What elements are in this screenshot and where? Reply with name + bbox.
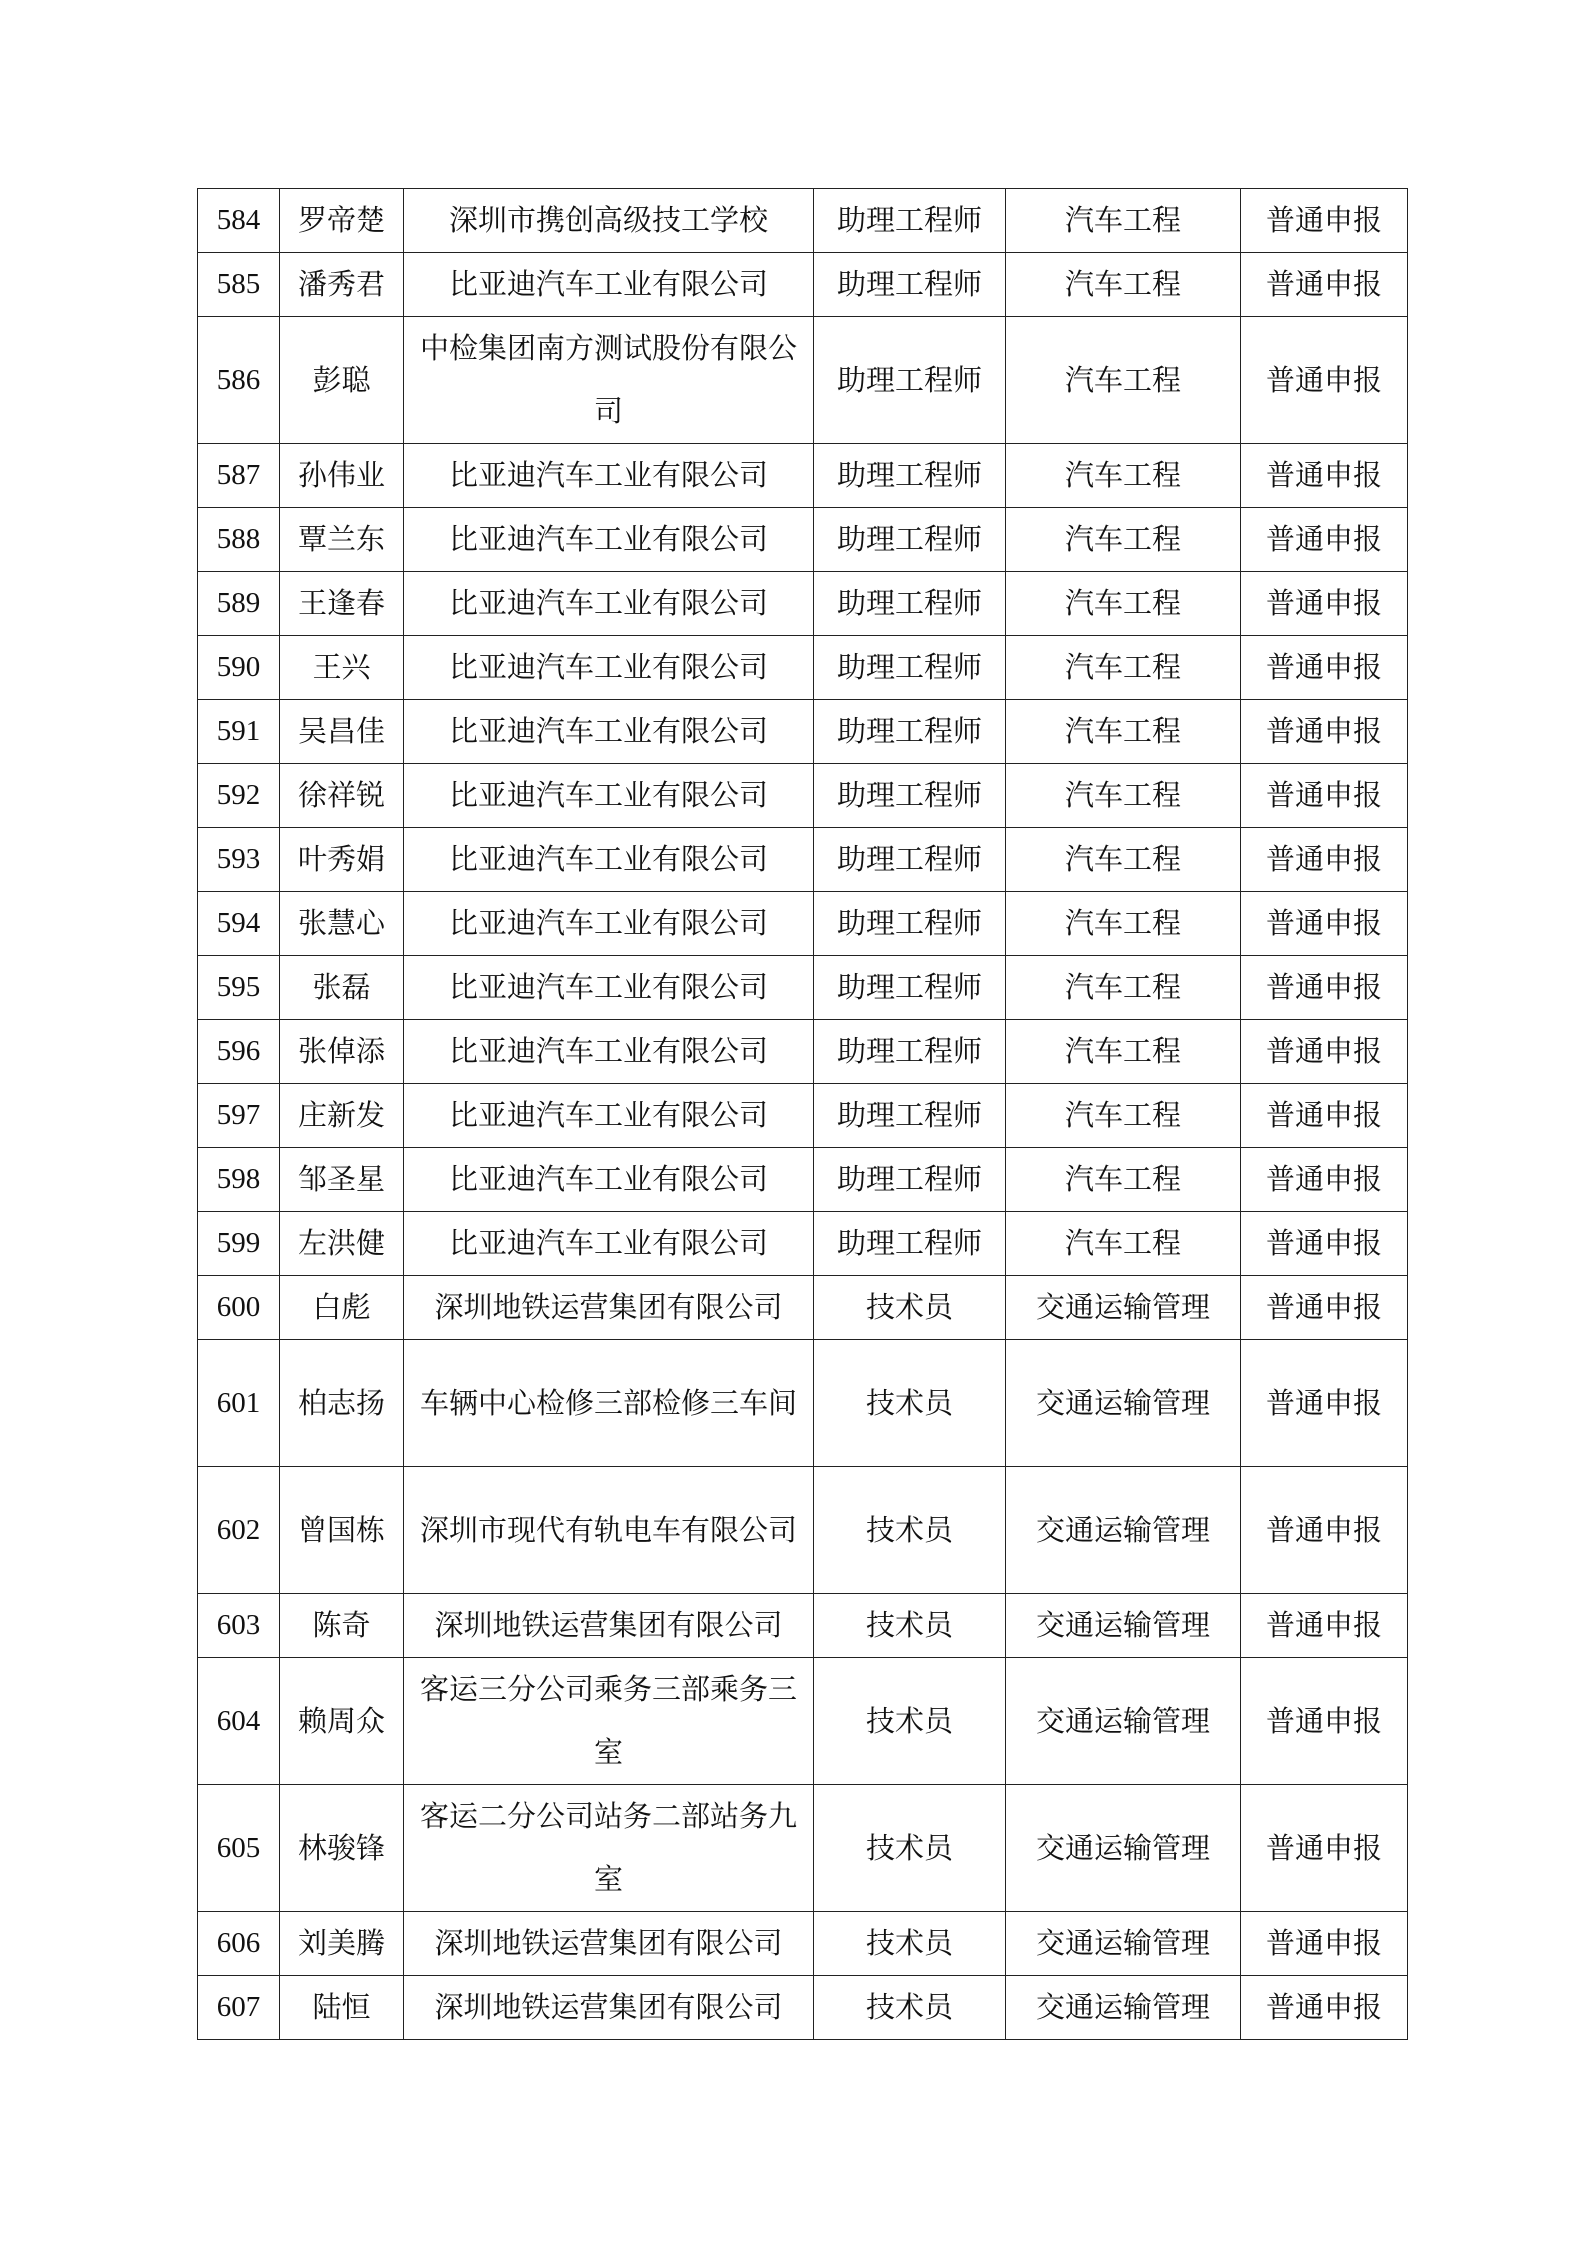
cell-name: 王逢春	[280, 572, 404, 636]
cell-name: 林骏锋	[280, 1785, 404, 1912]
cell-title: 助理工程师	[814, 892, 1006, 956]
cell-title: 助理工程师	[814, 956, 1006, 1020]
cell-title: 助理工程师	[814, 1020, 1006, 1084]
cell-application-type: 普通申报	[1241, 253, 1408, 317]
cell-application-type: 普通申报	[1241, 636, 1408, 700]
cell-title: 助理工程师	[814, 508, 1006, 572]
cell-major: 交通运输管理	[1006, 1276, 1241, 1340]
cell-organization: 比亚迪汽车工业有限公司	[404, 253, 814, 317]
cell-major: 汽车工程	[1006, 1148, 1241, 1212]
cell-name: 张倬添	[280, 1020, 404, 1084]
table-row	[198, 1148, 1408, 1212]
cell-title: 技术员	[814, 1467, 1006, 1594]
cell-organization: 车辆中心检修三部检修三车间	[404, 1340, 814, 1467]
cell-title: 助理工程师	[814, 828, 1006, 892]
cell-organization: 比亚迪汽车工业有限公司	[404, 1020, 814, 1084]
table-row	[198, 1912, 1408, 1976]
cell-major: 汽车工程	[1006, 317, 1241, 444]
table-row	[198, 1340, 1408, 1467]
cell-title: 助理工程师	[814, 700, 1006, 764]
cell-name: 王兴	[280, 636, 404, 700]
cell-number: 595	[198, 956, 280, 1020]
cell-organization: 比亚迪汽车工业有限公司	[404, 892, 814, 956]
cell-title: 技术员	[814, 1912, 1006, 1976]
cell-application-type: 普通申报	[1241, 317, 1408, 444]
cell-application-type: 普通申报	[1241, 572, 1408, 636]
cell-organization: 深圳市现代有轨电车有限公司	[404, 1467, 814, 1594]
cell-number: 588	[198, 508, 280, 572]
cell-application-type: 普通申报	[1241, 189, 1408, 253]
cell-organization: 比亚迪汽车工业有限公司	[404, 828, 814, 892]
cell-name: 徐祥锐	[280, 764, 404, 828]
cell-application-type: 普通申报	[1241, 1594, 1408, 1658]
cell-application-type: 普通申报	[1241, 828, 1408, 892]
cell-major: 汽车工程	[1006, 1020, 1241, 1084]
cell-number: 598	[198, 1148, 280, 1212]
cell-title: 助理工程师	[814, 189, 1006, 253]
cell-major: 交通运输管理	[1006, 1340, 1241, 1467]
cell-name: 叶秀娟	[280, 828, 404, 892]
cell-title: 技术员	[814, 1976, 1006, 2040]
cell-major: 汽车工程	[1006, 764, 1241, 828]
cell-name: 张慧心	[280, 892, 404, 956]
table-row	[198, 508, 1408, 572]
cell-name: 赖周众	[280, 1658, 404, 1785]
roster-table	[197, 188, 1408, 2040]
cell-name: 曾国栋	[280, 1467, 404, 1594]
table-row	[198, 317, 1408, 444]
cell-major: 交通运输管理	[1006, 1658, 1241, 1785]
cell-number: 589	[198, 572, 280, 636]
table-row	[198, 892, 1408, 956]
cell-application-type: 普通申报	[1241, 700, 1408, 764]
table-row	[198, 572, 1408, 636]
cell-title: 助理工程师	[814, 636, 1006, 700]
cell-organization: 客运二分公司站务二部站务九室	[404, 1785, 814, 1912]
cell-major: 汽车工程	[1006, 1084, 1241, 1148]
cell-title: 技术员	[814, 1785, 1006, 1912]
cell-title: 助理工程师	[814, 317, 1006, 444]
table-row	[198, 1658, 1408, 1785]
cell-title: 助理工程师	[814, 253, 1006, 317]
table-row	[198, 636, 1408, 700]
table-row	[198, 1084, 1408, 1148]
cell-application-type: 普通申报	[1241, 1658, 1408, 1785]
cell-organization: 比亚迪汽车工业有限公司	[404, 764, 814, 828]
cell-number: 597	[198, 1084, 280, 1148]
cell-application-type: 普通申报	[1241, 444, 1408, 508]
cell-number: 605	[198, 1785, 280, 1912]
cell-application-type: 普通申报	[1241, 1785, 1408, 1912]
cell-organization: 比亚迪汽车工业有限公司	[404, 636, 814, 700]
cell-number: 603	[198, 1594, 280, 1658]
cell-name: 白彪	[280, 1276, 404, 1340]
table-row	[198, 1467, 1408, 1594]
table-row	[198, 444, 1408, 508]
table-row	[198, 764, 1408, 828]
cell-major: 汽车工程	[1006, 636, 1241, 700]
cell-major: 汽车工程	[1006, 444, 1241, 508]
cell-major: 交通运输管理	[1006, 1785, 1241, 1912]
cell-name: 彭聪	[280, 317, 404, 444]
cell-application-type: 普通申报	[1241, 892, 1408, 956]
cell-application-type: 普通申报	[1241, 1976, 1408, 2040]
cell-title: 助理工程师	[814, 572, 1006, 636]
cell-name: 潘秀君	[280, 253, 404, 317]
cell-organization: 客运三分公司乘务三部乘务三室	[404, 1658, 814, 1785]
cell-number: 600	[198, 1276, 280, 1340]
cell-number: 599	[198, 1212, 280, 1276]
cell-organization: 比亚迪汽车工业有限公司	[404, 1212, 814, 1276]
cell-major: 汽车工程	[1006, 700, 1241, 764]
table-row	[198, 1594, 1408, 1658]
roster-body	[198, 189, 1408, 2040]
cell-name: 张磊	[280, 956, 404, 1020]
cell-organization: 比亚迪汽车工业有限公司	[404, 1084, 814, 1148]
cell-number: 587	[198, 444, 280, 508]
cell-major: 交通运输管理	[1006, 1912, 1241, 1976]
cell-major: 汽车工程	[1006, 508, 1241, 572]
cell-name: 吴昌佳	[280, 700, 404, 764]
cell-application-type: 普通申报	[1241, 1148, 1408, 1212]
cell-title: 助理工程师	[814, 1212, 1006, 1276]
cell-application-type: 普通申报	[1241, 1912, 1408, 1976]
cell-major: 汽车工程	[1006, 572, 1241, 636]
cell-number: 601	[198, 1340, 280, 1467]
table-row	[198, 956, 1408, 1020]
cell-application-type: 普通申报	[1241, 1276, 1408, 1340]
cell-major: 交通运输管理	[1006, 1976, 1241, 2040]
cell-organization: 深圳地铁运营集团有限公司	[404, 1276, 814, 1340]
cell-number: 606	[198, 1912, 280, 1976]
cell-number: 592	[198, 764, 280, 828]
cell-number: 593	[198, 828, 280, 892]
cell-number: 586	[198, 317, 280, 444]
cell-major: 汽车工程	[1006, 189, 1241, 253]
cell-title: 助理工程师	[814, 1084, 1006, 1148]
cell-number: 594	[198, 892, 280, 956]
cell-major: 汽车工程	[1006, 956, 1241, 1020]
cell-title: 技术员	[814, 1276, 1006, 1340]
table-row	[198, 1785, 1408, 1912]
cell-number: 602	[198, 1467, 280, 1594]
cell-organization: 比亚迪汽车工业有限公司	[404, 956, 814, 1020]
cell-number: 604	[198, 1658, 280, 1785]
cell-title: 技术员	[814, 1658, 1006, 1785]
cell-title: 助理工程师	[814, 1148, 1006, 1212]
cell-application-type: 普通申报	[1241, 508, 1408, 572]
cell-application-type: 普通申报	[1241, 764, 1408, 828]
cell-number: 591	[198, 700, 280, 764]
cell-application-type: 普通申报	[1241, 956, 1408, 1020]
cell-number: 607	[198, 1976, 280, 2040]
cell-name: 覃兰东	[280, 508, 404, 572]
table-row	[198, 253, 1408, 317]
cell-organization: 深圳地铁运营集团有限公司	[404, 1912, 814, 1976]
cell-number: 596	[198, 1020, 280, 1084]
cell-organization: 深圳地铁运营集团有限公司	[404, 1594, 814, 1658]
cell-organization: 比亚迪汽车工业有限公司	[404, 700, 814, 764]
cell-major: 汽车工程	[1006, 828, 1241, 892]
cell-major: 汽车工程	[1006, 892, 1241, 956]
cell-organization: 比亚迪汽车工业有限公司	[404, 1148, 814, 1212]
cell-title: 技术员	[814, 1594, 1006, 1658]
cell-organization: 深圳地铁运营集团有限公司	[404, 1976, 814, 2040]
cell-application-type: 普通申报	[1241, 1467, 1408, 1594]
cell-name: 柏志扬	[280, 1340, 404, 1467]
cell-application-type: 普通申报	[1241, 1340, 1408, 1467]
cell-name: 庄新发	[280, 1084, 404, 1148]
cell-name: 刘美腾	[280, 1912, 404, 1976]
table-row	[198, 1976, 1408, 2040]
cell-organization: 比亚迪汽车工业有限公司	[404, 508, 814, 572]
cell-title: 助理工程师	[814, 444, 1006, 508]
cell-name: 陈奇	[280, 1594, 404, 1658]
cell-application-type: 普通申报	[1241, 1212, 1408, 1276]
cell-name: 邹圣星	[280, 1148, 404, 1212]
table-row	[198, 828, 1408, 892]
cell-name: 罗帝楚	[280, 189, 404, 253]
cell-name: 陆恒	[280, 1976, 404, 2040]
cell-organization: 比亚迪汽车工业有限公司	[404, 444, 814, 508]
cell-title: 助理工程师	[814, 764, 1006, 828]
cell-organization: 深圳市携创高级技工学校	[404, 189, 814, 253]
table-row	[198, 189, 1408, 253]
cell-number: 584	[198, 189, 280, 253]
cell-name: 左洪健	[280, 1212, 404, 1276]
table-row	[198, 1020, 1408, 1084]
cell-organization: 中检集团南方测试股份有限公司	[404, 317, 814, 444]
cell-application-type: 普通申报	[1241, 1084, 1408, 1148]
table-row	[198, 700, 1408, 764]
cell-major: 交通运输管理	[1006, 1467, 1241, 1594]
cell-major: 汽车工程	[1006, 1212, 1241, 1276]
cell-major: 交通运输管理	[1006, 1594, 1241, 1658]
cell-title: 技术员	[814, 1340, 1006, 1467]
cell-application-type: 普通申报	[1241, 1020, 1408, 1084]
cell-organization: 比亚迪汽车工业有限公司	[404, 572, 814, 636]
table-row	[198, 1212, 1408, 1276]
table-row	[198, 1276, 1408, 1340]
cell-name: 孙伟业	[280, 444, 404, 508]
cell-number: 590	[198, 636, 280, 700]
cell-number: 585	[198, 253, 280, 317]
cell-major: 汽车工程	[1006, 253, 1241, 317]
